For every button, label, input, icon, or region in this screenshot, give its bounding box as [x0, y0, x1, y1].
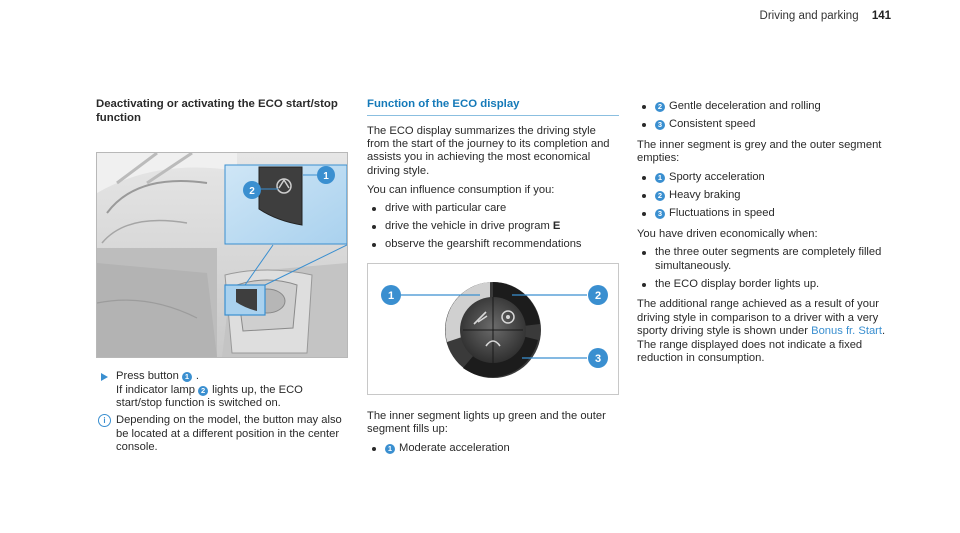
right-column — [637, 100, 899, 372]
list-item: 3 Fluctuations in speed — [637, 207, 899, 220]
badge-icon: 2 — [655, 102, 665, 112]
eco-display-figure — [367, 263, 619, 395]
list-item: 2 Heavy braking — [637, 189, 899, 202]
badge-2-icon: 2 — [198, 386, 208, 396]
badge-icon: 1 — [385, 444, 395, 454]
list-item: drive the vehicle in drive program E — [367, 220, 619, 233]
badge-1-icon: 1 — [182, 372, 192, 382]
inner-green-paragraph: The inner segment lights up green and the outer segment fills up: — [367, 409, 606, 436]
eco-button-photo — [96, 152, 348, 358]
influence-list — [367, 202, 619, 252]
intro-paragraph: The ECO display summarizes the driving style from the start of the journey to its completion and assists you in achieving the most economical driving style. — [367, 124, 610, 177]
step-text-end: . — [195, 370, 200, 383]
badge-icon: 1 — [655, 173, 665, 183]
eco-start-stop-heading: Deactivating or activating the ECO start/stop function — [96, 98, 338, 124]
list-item: the ECO display border lights up. — [637, 278, 899, 291]
drive-program-e: E — [552, 220, 561, 233]
list-item: observe the gearshift recommendations — [367, 238, 619, 251]
badge-icon: 3 — [655, 209, 665, 219]
step-text: Press button — [116, 370, 179, 383]
grey-paragraph: The inner segment is grey and the outer segment empties: — [637, 138, 882, 165]
eco-display-gauge — [368, 264, 618, 394]
green-list — [367, 442, 619, 455]
bonus-link[interactable]: Bonus fr. Start — [811, 325, 882, 338]
center-console-illustration — [97, 153, 347, 357]
badge-icon: 2 — [655, 191, 665, 201]
influence-paragraph: You can influence consumption if you: — [367, 184, 555, 197]
badge-icon: 3 — [655, 120, 665, 130]
info-icon: i — [98, 414, 111, 427]
range-paragraph: The additional range achieved as a result of your driving style in comparison to a driver with a very sporty driving style is shown under Bonus fr. Start. The range displayed does not indicate a fixed reduction in consumption. — [637, 298, 886, 365]
step-indicator-text-end: lights up, the ECO start/stop function is switched on. — [116, 383, 303, 409]
grey-list — [637, 171, 899, 221]
page-number: 141 — [871, 10, 891, 22]
green-list-cont — [637, 100, 899, 132]
economical-paragraph: You have driven economically when: — [637, 227, 818, 240]
list-item: 2 Gentle deceleration and rolling — [637, 100, 899, 113]
eco-display-heading: Function of the ECO display — [367, 98, 619, 116]
gauge-callout-1-label: 1 — [387, 289, 395, 302]
note-text: Depending on the model, the button may also be located at a different position in the center console. — [116, 414, 342, 454]
list-item: the three outer segments are completely filled simultaneously. — [637, 246, 899, 273]
list-item: 1 Moderate acceleration — [367, 442, 619, 455]
gauge-callout-3-label: 3 — [594, 352, 602, 365]
callout-2-label: 2 — [249, 186, 255, 198]
gauge-callout-2-label: 2 — [594, 289, 602, 302]
step-press-button — [96, 370, 348, 410]
step-arrow-icon — [101, 373, 108, 381]
list-item: 3 Consistent speed — [637, 118, 899, 131]
section-title: Driving and parking — [759, 10, 859, 22]
page-header — [760, 10, 891, 23]
step-indicator-text: If indicator lamp — [116, 383, 195, 396]
economical-list — [637, 246, 899, 291]
list-item: 1 Sporty acceleration — [637, 171, 899, 184]
left-column — [96, 98, 348, 455]
list-item: drive with particular care — [367, 202, 619, 215]
info-note — [96, 414, 348, 454]
callout-1-label: 1 — [323, 171, 329, 183]
middle-column — [367, 98, 619, 462]
